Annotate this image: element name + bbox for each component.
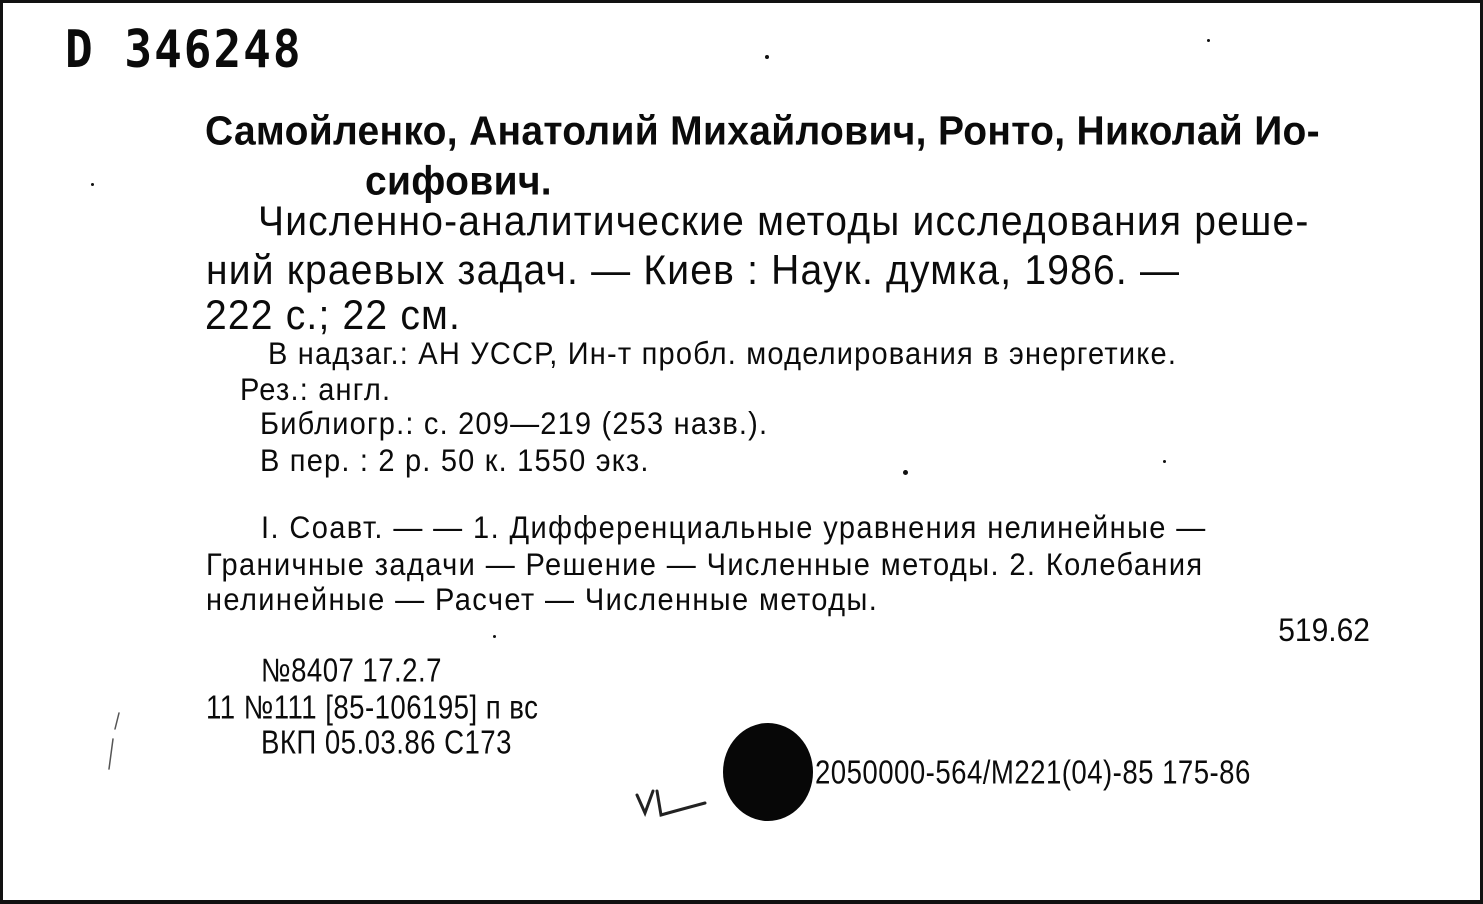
note-line-2: Рез.: англ. [240, 373, 392, 408]
handwritten-mark [635, 783, 715, 823]
speck [493, 635, 496, 638]
note-line-3: Библиогр.: с. 209—219 (253 назв.). [260, 407, 769, 442]
speck [1207, 39, 1210, 42]
title-line-3: 222 с.; 22 см. [205, 293, 462, 339]
title-line-1: Численно-аналитические методы исследования реше- [258, 199, 1310, 245]
note-line-4: В пер. : 2 р. 50 к. 1550 экз. [260, 444, 650, 479]
tech-line-1: №8407 17.2.7 [261, 653, 442, 690]
speck [765, 55, 769, 59]
speck [903, 470, 908, 475]
authors-line-2: сифович. [365, 159, 552, 204]
subjects-line-2: Граничные задачи — Решение — Численные методы. 2. Колебания [206, 548, 1204, 583]
tech-line-3: ВКП 05.03.86 С173 [261, 725, 512, 762]
pencil-mark [99, 709, 129, 779]
authors-line-1: Самойленко, Анатолий Михайлович, Ронто, Николай Ио- [205, 109, 1320, 154]
call-number: D 346248 [65, 19, 303, 80]
speck [1163, 460, 1166, 463]
udc-code: 519.62 [1278, 613, 1370, 649]
tech-line-4: 2050000-564/M221(04)-85 175-86 [815, 755, 1251, 792]
tech-line-2: 11 №111 [85-106195] п вс [206, 690, 539, 727]
subjects-line-1: I. Соавт. — — 1. Дифференциальные уравнения нелинейные — [261, 511, 1207, 546]
punch-hole [723, 723, 813, 821]
title-line-2: ний краевых задач. — Киев : Наук. думка, 1986. — [206, 248, 1181, 294]
note-line-1: В надзаг.: АН УССР, Ин-т пробл. моделирования в энергетике. [268, 337, 1178, 372]
speck [91, 183, 94, 186]
subjects-line-3: нелинейные — Расчет — Численные методы. [206, 583, 879, 618]
